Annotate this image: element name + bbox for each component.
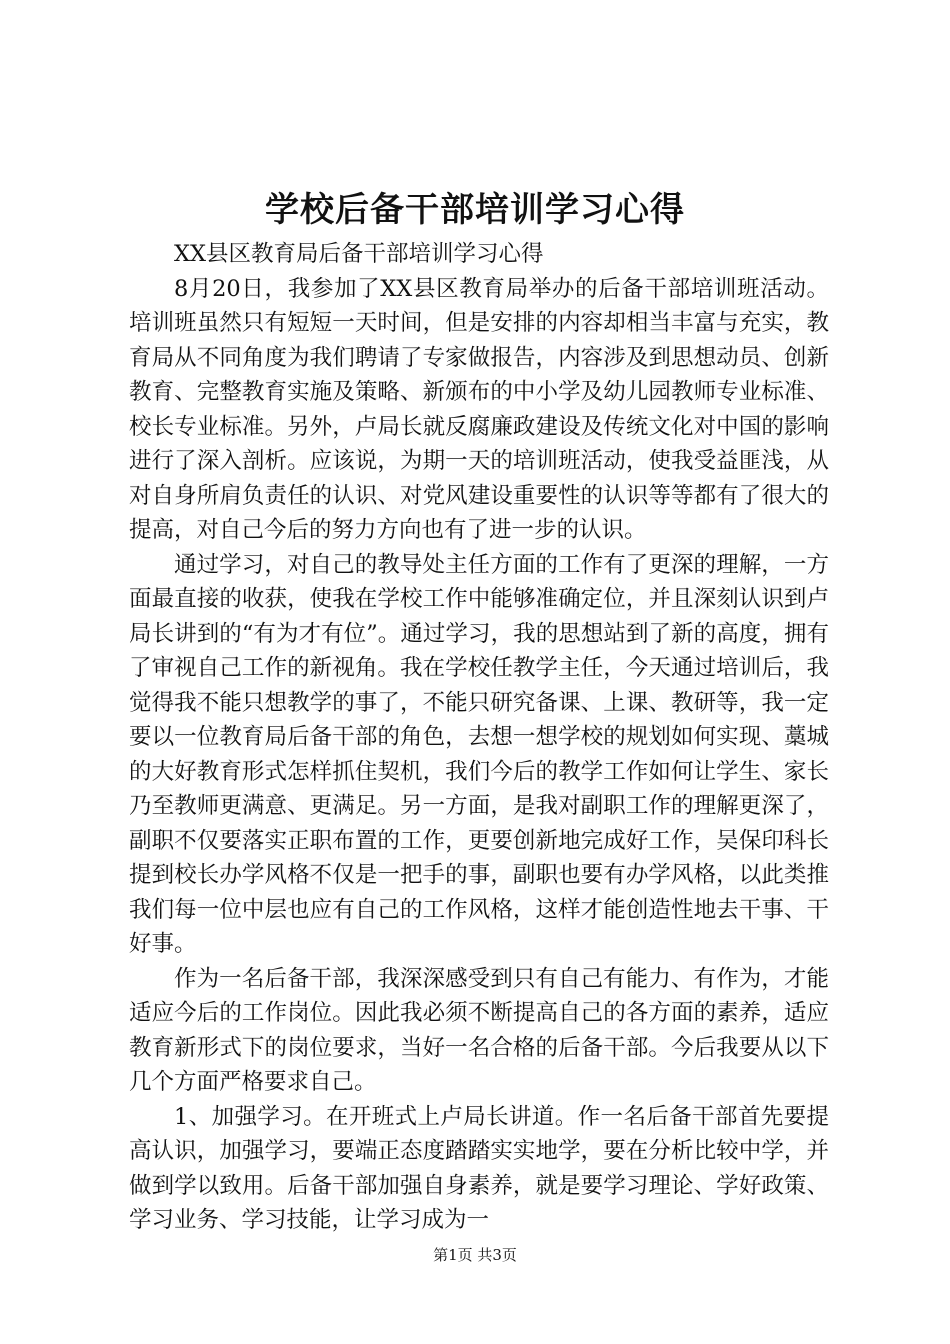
document-title: 学校后备干部培训学习心得 (265, 190, 685, 230)
body-paragraph: 1、加强学习。在开班式上卢局长讲道。作一名后备干部首先要提高认识，加强学习，要端正态度踏踏实实地学，要在分析比较中学，并做到学以致用。后备干部加强自身素养，就是要学习理论、学好政策、学习业务、学习技能，让学习成为一 (129, 1103, 829, 1233)
body-paragraph: 作为一名后备干部，我深深感受到只有自己有能力、有作为，才能适应今后的工作岗位。因此我必须不断提高自己的各方面的素养，适应教育新形式下的岗位要求，当好一名合格的后备干部。今后我要从以下几个方面严格要求自己。 (129, 965, 829, 1095)
body-paragraph: 通过学习，对自己的教导处主任方面的工作有了更深的理解，一方面最直接的收获，使我在学校工作中能够准确定位，并且深刻认识到卢局长讲到的“有为才有位”。通过学习，我的思想站到了新的高度，拥有了审视自己工作的新视角。我在学校任教学主任，今天通过培训后，我觉得我不能只想教学的事了，不能只研究备课、上课、教研等，我一定要以一位教育局后备干部的角色，去想一想学校的规划如何实现、藁城的大好教育形式怎样抓住契机，我们今后的教学工作如何让学生、家长乃至教师更满意、更满足。另一方面，是我对副职工作的理解更深了，副职不仅要落实正职布置的工作，更要创新地完成好工作，吴保印科长提到校长办学风格不仅是一把手的事，副职也要有办学风格，以此类推我们每一位中层也应有自己的工作风格，这样才能创造性地去干事、干好事。 (129, 551, 829, 957)
document-body (129, 237, 829, 1238)
body-paragraph: 8月20日，我参加了XX县区教育局举办的后备干部培训班活动。培训班虽然只有短短一天时间，但是安排的内容却相当丰富与充实，教育局从不同角度为我们聘请了专家做报告，内容涉及到思想动员、创新教育、完整教育实施及策略、新颁布的中小学及幼儿园教师专业标准、校长专业标准。另外，卢局长就反腐廉政建设及传统文化对中国的影响进行了深入剖析。应该说，为期一天的培训班活动，使我受益匪浅，从对自身所肩负责任的认识、对党风建设重要性的认识等等都有了很大的提高，对自己今后的努力方向也有了进一步的认识。 (129, 275, 829, 543)
subtitle-paragraph: XX县区教育局后备干部培训学习心得 (174, 241, 544, 267)
page-footer: 第1页 共3页 (433, 1246, 517, 1264)
